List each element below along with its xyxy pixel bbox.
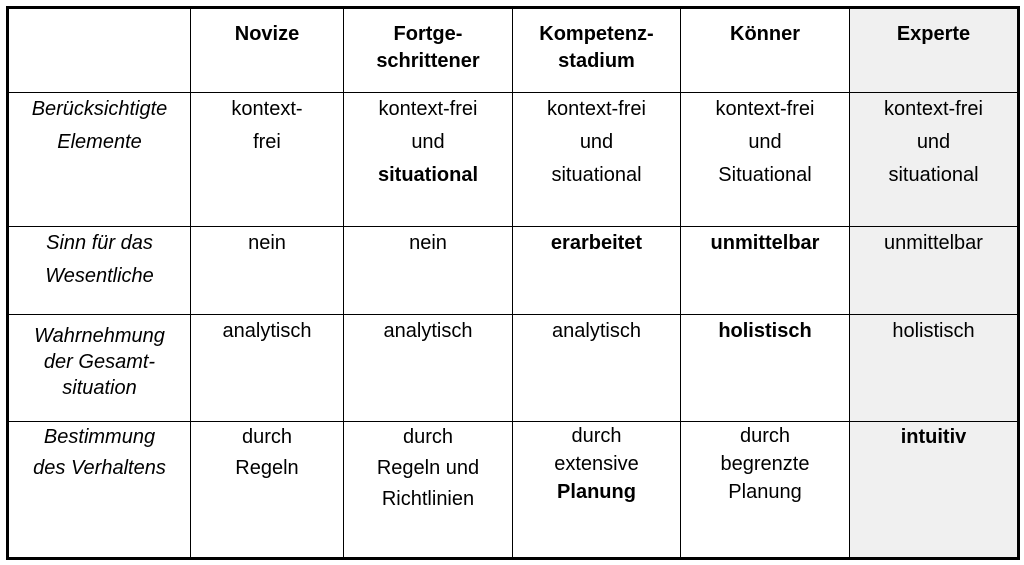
table-cell: nein: [344, 227, 513, 315]
table-cell: unmittelbar: [681, 227, 850, 315]
table-cell: holistisch: [850, 315, 1019, 422]
row-header-elemente: Berücksichtigte Elemente: [8, 93, 191, 227]
col-header-novize: Novize: [191, 8, 344, 93]
table-cell: kontext-frei und situational: [344, 93, 513, 227]
row-header-verhalten: Bestimmung des Verhaltens: [8, 422, 191, 559]
table-cell: nein: [191, 227, 344, 315]
table-cell: analytisch: [513, 315, 681, 422]
skill-stages-table: [6, 6, 1020, 560]
table-cell: durch extensive Planung: [513, 422, 681, 559]
header-row: [8, 8, 1019, 93]
table-cell: durch Regeln und Richtlinien: [344, 422, 513, 559]
table-row: [8, 227, 1019, 315]
corner-cell: [8, 8, 191, 93]
table-cell: kontext-frei und situational: [850, 93, 1019, 227]
table-cell: unmittelbar: [850, 227, 1019, 315]
col-header-fortgeschrittener: Fortge- schrittener: [344, 8, 513, 93]
col-header-koenner: Könner: [681, 8, 850, 93]
table-cell: analytisch: [191, 315, 344, 422]
table-cell: kontext- frei: [191, 93, 344, 227]
row-header-wesentliche: Sinn für das Wesentliche: [8, 227, 191, 315]
row-header-wahrnehmung: Wahrnehmung der Gesamt- situation: [8, 315, 191, 422]
table-cell: analytisch: [344, 315, 513, 422]
table-cell: durch begrenzte Planung: [681, 422, 850, 559]
table-row: [8, 93, 1019, 227]
table-cell: intuitiv: [850, 422, 1019, 559]
col-header-kompetenzstadium: Kompetenz- stadium: [513, 8, 681, 93]
table-cell: kontext-frei und situational: [513, 93, 681, 227]
table-row: [8, 315, 1019, 422]
table-row: [8, 422, 1019, 559]
table-cell: kontext-frei und Situational: [681, 93, 850, 227]
col-header-experte: Experte: [850, 8, 1019, 93]
table-cell: durch Regeln: [191, 422, 344, 559]
table-cell: erarbeitet: [513, 227, 681, 315]
table-cell: holistisch: [681, 315, 850, 422]
